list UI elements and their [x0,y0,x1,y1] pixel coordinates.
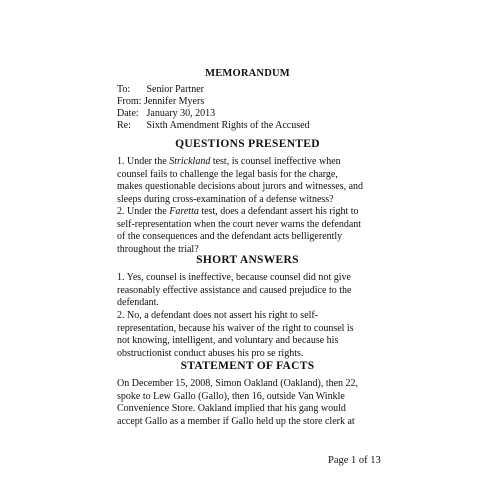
case-name-strickland: Strickland [169,156,211,167]
question-2-line-2: self-representation when the court never warns the defendant [117,218,362,230]
question-2 [117,206,387,256]
answer-1-line-1: 1. Yes, counsel is ineffective, because counsel did not give [117,272,351,283]
answer-1 [117,272,387,310]
to-label: To: [117,84,131,95]
facts-line-4: accept Gallo as a member if Gallo held up the store clerk at [117,415,355,427]
answer-2-line-4: obstructionist conduct abuses his pro se rights. [117,347,304,359]
question-2-line-4: throughout the trial? [117,243,199,255]
facts-line-2: spoke to Lew Gallo (Gallo), then 16, outside Van Winkle [117,390,345,402]
facts-line-1: On December 15, 2008, Simon Oakland (Oakland), then 22, [117,378,359,389]
answers-heading: SHORT ANSWERS [196,254,299,266]
date-value: January 30, 2013 [146,108,216,119]
question-1-line-3: makes questionable decisions about jurors and witnesses, and [117,181,364,193]
re-value: Sixth Amendment Rights of the Accused [146,120,310,131]
facts-line-3: Convenience Store. Oakland implied that his gang would [117,403,346,415]
to-value: Senior Partner [146,84,204,95]
case-name-faretta: Faretta [169,206,199,217]
answer-2 [117,310,387,360]
memo-from-row [117,96,204,108]
memo-re-row [117,120,310,132]
page-number: Page 1 of 13 [328,455,381,466]
memo-date-row [117,108,215,120]
questions-heading: QUESTIONS PRESENTED [175,138,320,150]
question-2-line-3: of the consequences and the defendant acts belligerently [117,231,343,243]
from-label: From: [117,96,142,107]
answer-1-line-2: reasonably effective assistance and caused prejudice to the [117,284,352,296]
statement-of-facts [117,378,387,428]
answer-2-line-3: not knowing, intelligent, and voluntary and because his [117,335,339,347]
question-1-line-2: counsel fails to challenge the legal basis for the charge, [117,168,338,180]
from-value: Jennifer Myers [143,96,205,107]
answer-2-line-1: 2. No, a defendant does not assert his right to self- [117,310,319,321]
question-2-line-1: 2. Under the Faretta test, does a defendant assert his right to [117,206,359,217]
re-label: Re: [117,120,131,131]
answer-2-line-2: representation, because his waiver of the right to counsel is [117,322,354,334]
answer-1-line-3: defendant. [117,297,159,309]
date-label: Date: [117,108,139,119]
question-1-line-4: sleeps during cross-examination of a defense witness? [117,193,334,205]
memo-title: MEMORANDUM [205,68,290,79]
memo-to-row [117,84,204,96]
question-1 [117,156,387,206]
facts-heading: STATEMENT OF FACTS [180,360,315,372]
question-1-line-1: 1. Under the Strickland test, is counsel ineffective when [117,156,341,167]
